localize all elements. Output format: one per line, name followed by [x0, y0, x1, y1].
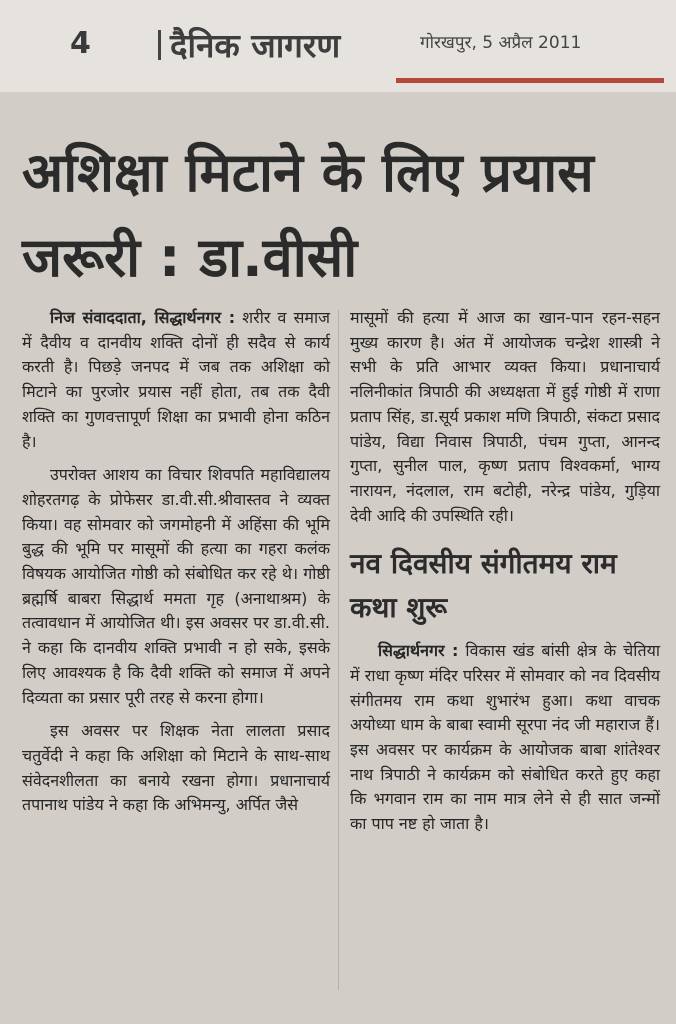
page-number: 4 [70, 26, 91, 61]
article-continuation: मासूमों की हत्या में आज का खान-पान रहन-सहन मुख्य कारण है। अंत में आयोजक चन्द्रेश शास्त्री ने सभी के प्रति आभार व्यक्त किया। प्रधानाचार्य नलिनीकांत त्रिपाठी की अध्यक्षता में हुई गोष्ठी में राणा प्रताप सिंह, डा.सूर्य प्रकाश मणि त्रिपाठी, संकटा प्रसाद पांडेय, विद्या निवास त्रिपाठी, पंचम गुप्ता, आनन्द गुप्ता, सुनील पाल, कृष्ण प्रताप विश्वकर्मा, भाग्य नारायन, नंदलाल, राम बटोही, नरेन्द्र पांडेय, गुड़िया देवी आदि की उपस्थिति रही। [350, 308, 660, 525]
article-paragraph: इस अवसर पर शिक्षक नेता लालता प्रसाद चतुर्वेदी ने कहा कि अशिक्षा को मिटाने के साथ-साथ संवेदनशीलता का बनाये रखना होगा। प्रधानाचार्य तपानाथ पांडेय ने कहा कि अभिमन्यु, अर्पित जैसे [22, 721, 330, 815]
article-dateline: निज संवाददाता, सिद्धार्थनगर : [50, 308, 236, 327]
article-column-right [350, 306, 660, 846]
article-paragraph: उपरोक्त आशय का विचार शिवपति महाविद्यालय शोहरतगढ़ के प्रोफेसर डा.वी.सी.श्रीवास्तव ने व्यक्त किया। वह सोमवार को जगमोहनी में अहिंसा की भूमि बुद्ध की भूमि पर मासूमों की हत्या का गहरा कलंक विषयक आयोजित गोष्ठी को संबोधित कर रहे थे। गोष्ठी ब्रह्मर्षि बाबरा सिद्धार्थ ममता गृह (अनाथाश्रम) के तत्वावधान में आयोजित थी। इस अवसर पर डा.वी.सी. ने कहा कि दानवीय शक्ति प्रभावी न हो सके, इसके लिए आवश्यक है कि दैवी शक्ति को समाज में अपने दिव्यता का प्रसार पूरी तरह से करना होगा। [22, 465, 330, 707]
second-article-headline: नव दिवसीय संगीतमय राम कथा शुरू [350, 547, 617, 624]
second-article-paragraph: सिद्धार्थनगर : विकास खंड बांसी क्षेत्र के चेतिया में राधा कृष्ण मंदिर परिसर में सोमवार को नव दिवसीय संगीतमय राम कथा शुभारंभ हुआ। कथा वाचक अयोध्या धाम के बाबा स्वामी सूरपा नंद जी महाराज हैं। इस अवसर पर कार्यक्रम के आयोजक बाबा शांतेश्वर नाथ त्रिपाठी ने कार्यक्रम को संबोधित करते हुए कहा कि भगवान राम का नाम मात्र लेने से ही सात जन्मों का पाप नष्ट हो जाता है। [350, 641, 660, 834]
masthead-red-rule [396, 78, 664, 83]
article-column-left [22, 306, 330, 827]
newspaper-name: दैनिक जागरण [170, 26, 341, 65]
second-article-dateline: सिद्धार्थनगर : [378, 641, 459, 661]
column-divider [338, 310, 339, 990]
article-headline: अशिक्षा मिटाने के लिए प्रयास जरूरी : डा.वीसी [22, 141, 594, 290]
masthead-dateline: गोरखपुर, 5 अप्रैल 2011 [420, 33, 582, 53]
masthead-separator [158, 30, 161, 60]
article-paragraph: निज संवाददाता, सिद्धार्थनगर : शरीर व समाज में दैवीय व दानवीय शक्ति दोनों ही सदैव से कार्य करती है। पिछड़े जनपद में जब तक अशिक्षा को मिटाने का पुरजोर प्रयास नहीं होता, तब तक दैवी शक्ति का गुणवत्तापूर्ण शिक्षा का प्रभावी होना कठिन है। [22, 308, 330, 451]
masthead [0, 0, 676, 92]
